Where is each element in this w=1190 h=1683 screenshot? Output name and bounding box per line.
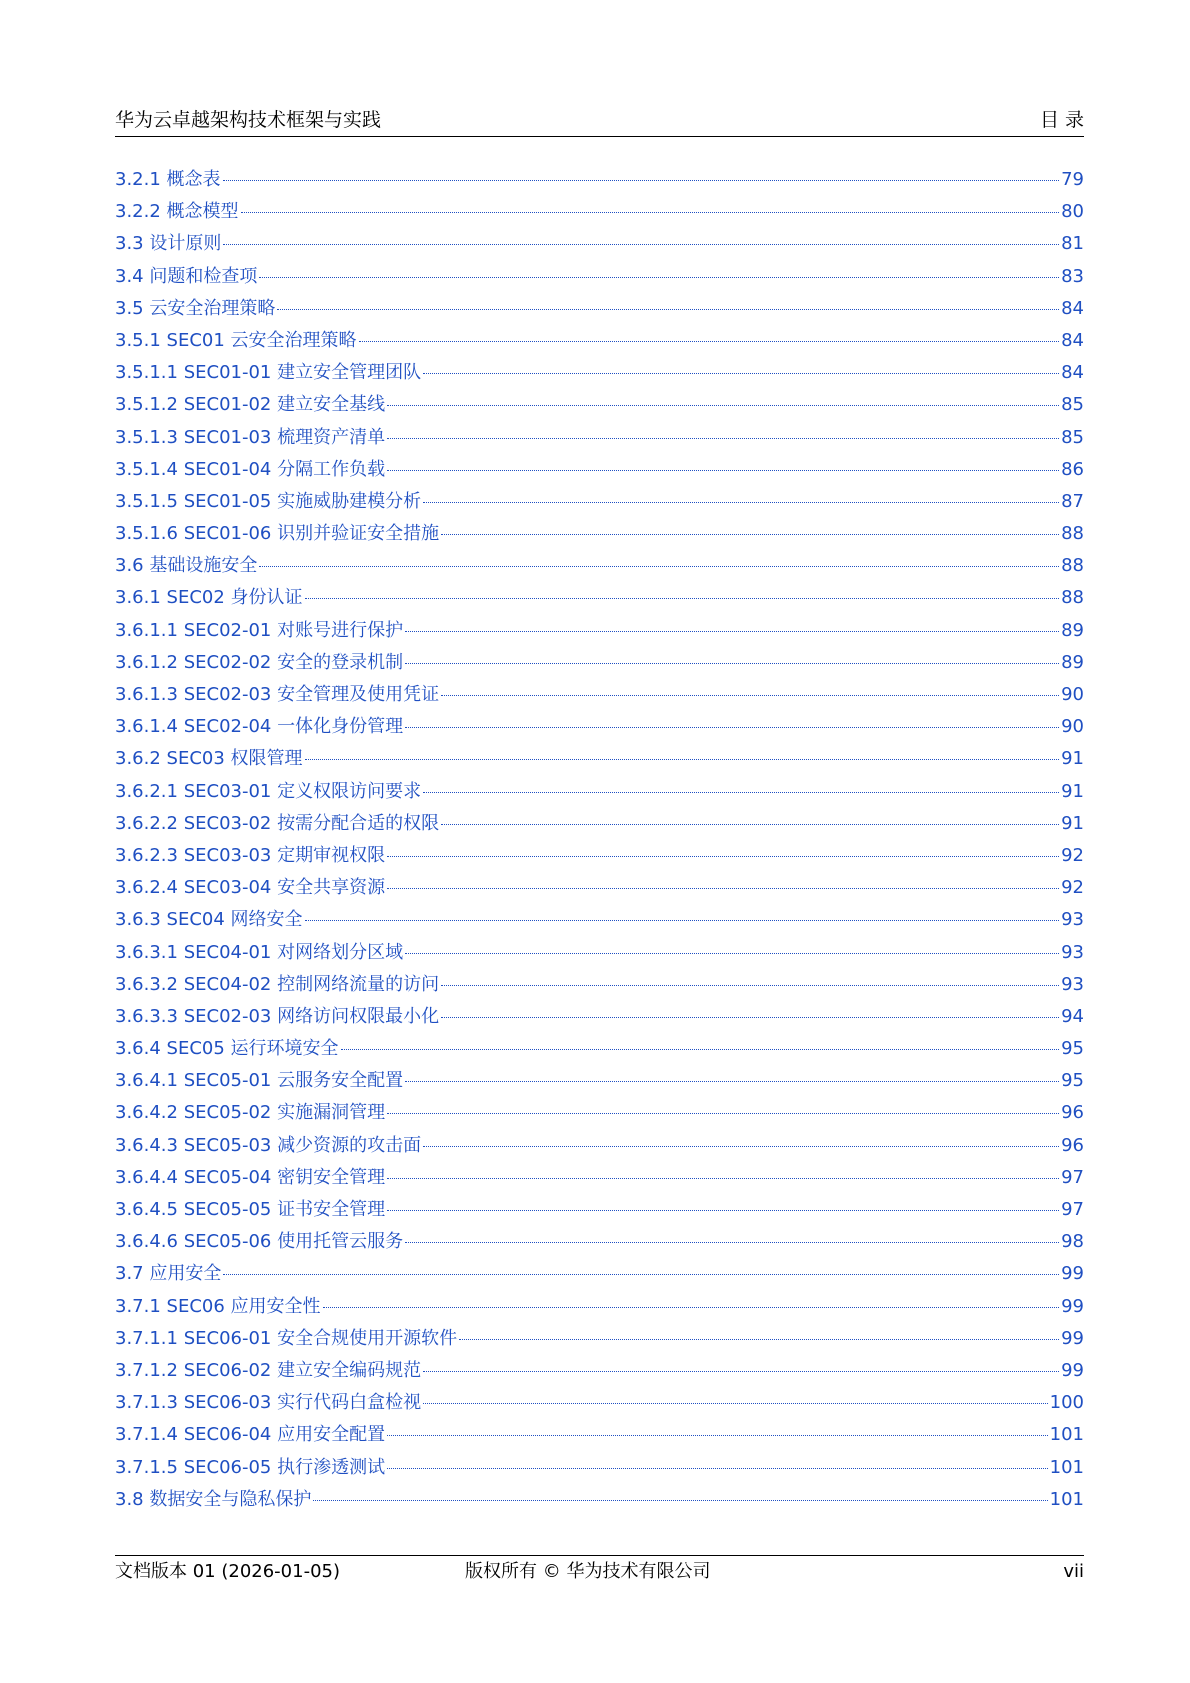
toc-entry-label: 3.7.1.4 SEC06-04 应用安全配置 bbox=[115, 1424, 386, 1446]
toc-entry-label: 3.5.1.1 SEC01-01 建立安全管理团队 bbox=[115, 362, 422, 384]
toc-entry-page: 87 bbox=[1061, 490, 1084, 512]
toc-entry[interactable] bbox=[115, 684, 1084, 716]
toc-entry[interactable] bbox=[115, 491, 1084, 523]
toc-entry-label: 3.6.1.2 SEC02-02 安全的登录机制 bbox=[115, 651, 404, 673]
toc-entry[interactable] bbox=[115, 1296, 1084, 1328]
toc-entry[interactable] bbox=[115, 1135, 1084, 1167]
toc-entry-page: 96 bbox=[1061, 1102, 1084, 1124]
toc-entry-page: 92 bbox=[1061, 844, 1084, 866]
toc-dot-leader bbox=[223, 244, 1059, 245]
toc-entry-page: 85 bbox=[1061, 394, 1084, 416]
toc-entry-label: 3.6.4.5 SEC05-05 证书安全管理 bbox=[115, 1199, 386, 1220]
toc-entry-page: 84 bbox=[1061, 329, 1084, 351]
toc-dot-leader bbox=[405, 953, 1059, 954]
toc-dot-leader bbox=[387, 1468, 1048, 1469]
toc-entry-label: 3.7.1.3 SEC06-03 实行代码白盒检视 bbox=[115, 1392, 422, 1414]
toc-entry-label: 3.7.1 SEC06 应用安全性 bbox=[115, 1295, 321, 1317]
toc-entry-label: 3.4 问题和检查项 bbox=[115, 265, 258, 287]
toc-entry-label: 3.6.4.4 SEC05-04 密钥安全管理 bbox=[115, 1166, 386, 1188]
toc-entry-page: 99 bbox=[1061, 1359, 1084, 1381]
toc-entry-label: 3.5.1.6 SEC01-06 识别并验证安全措施 bbox=[115, 523, 440, 545]
toc-dot-leader bbox=[441, 824, 1059, 825]
toc-entry-label: 3.7.1.5 SEC06-05 执行渗透测试 bbox=[115, 1456, 386, 1478]
toc-dot-leader bbox=[387, 1178, 1059, 1179]
toc-entry-label: 3.6.3.3 SEC02-03 网络访问权限最小化 bbox=[115, 1005, 440, 1027]
toc-entry-page: 98 bbox=[1061, 1231, 1084, 1253]
toc-dot-leader bbox=[405, 1242, 1059, 1243]
toc-entry-label: 3.6.3.1 SEC04-01 对网络划分区域 bbox=[115, 941, 404, 963]
page-header bbox=[115, 108, 1084, 137]
toc-entry-page: 88 bbox=[1061, 555, 1084, 577]
toc-dot-leader bbox=[305, 598, 1060, 599]
toc-dot-leader bbox=[441, 1017, 1059, 1018]
toc-entry-label: 3.6.4.1 SEC05-01 云服务安全配置 bbox=[115, 1070, 404, 1092]
toc-dot-leader bbox=[459, 1339, 1059, 1340]
toc-dot-leader bbox=[441, 534, 1059, 535]
toc-entry[interactable] bbox=[115, 716, 1084, 748]
toc-entry[interactable] bbox=[115, 781, 1084, 813]
toc-dot-leader bbox=[387, 470, 1059, 471]
toc-entry-page: 84 bbox=[1061, 362, 1084, 384]
toc-entry-label: 3.6.1.3 SEC02-03 安全管理及使用凭证 bbox=[115, 684, 440, 705]
toc-dot-leader bbox=[259, 566, 1059, 567]
toc-entry-label: 3.6.4.3 SEC05-03 减少资源的攻击面 bbox=[115, 1134, 422, 1156]
toc-entry-label: 3.5.1.3 SEC01-03 梳理资产清单 bbox=[115, 426, 386, 448]
toc-entry[interactable] bbox=[115, 974, 1084, 1006]
toc-entry[interactable] bbox=[115, 298, 1084, 330]
toc-entry-page: 95 bbox=[1061, 1038, 1084, 1060]
toc-dot-leader bbox=[387, 1113, 1059, 1114]
toc-entry-page: 101 bbox=[1049, 1488, 1084, 1510]
toc-entry-label: 3.3 设计原则 bbox=[115, 233, 222, 255]
toc-dot-leader bbox=[387, 1435, 1048, 1436]
toc-entry[interactable] bbox=[115, 942, 1084, 974]
table-of-contents bbox=[115, 169, 1084, 1521]
toc-entry[interactable] bbox=[115, 1231, 1084, 1263]
toc-dot-leader bbox=[441, 695, 1059, 696]
toc-entry-label: 3.6.2.3 SEC03-03 定期审视权限 bbox=[115, 844, 386, 866]
toc-dot-leader bbox=[405, 1081, 1059, 1082]
toc-entry-page: 93 bbox=[1061, 973, 1084, 995]
toc-entry[interactable] bbox=[115, 1006, 1084, 1038]
toc-dot-leader bbox=[441, 985, 1059, 986]
toc-entry[interactable] bbox=[115, 845, 1084, 877]
toc-entry[interactable] bbox=[115, 523, 1084, 555]
toc-dot-leader bbox=[405, 663, 1059, 664]
toc-entry-page: 97 bbox=[1061, 1199, 1084, 1220]
toc-dot-leader bbox=[313, 1500, 1047, 1501]
toc-dot-leader bbox=[405, 727, 1059, 728]
toc-entry[interactable] bbox=[115, 427, 1084, 459]
toc-entry-page: 101 bbox=[1049, 1424, 1084, 1446]
document-version: 文档版本 01 (2026-01-05) bbox=[115, 1561, 340, 1582]
toc-entry[interactable] bbox=[115, 1424, 1084, 1456]
toc-dot-leader bbox=[423, 502, 1059, 503]
toc-entry[interactable] bbox=[115, 1263, 1084, 1295]
toc-entry[interactable] bbox=[115, 620, 1084, 652]
toc-entry-page: 97 bbox=[1061, 1166, 1084, 1188]
toc-dot-leader bbox=[323, 1307, 1060, 1308]
toc-entry-label: 3.6.2.4 SEC03-04 安全共享资源 bbox=[115, 877, 386, 899]
toc-dot-leader bbox=[387, 1210, 1059, 1211]
toc-entry-page: 84 bbox=[1061, 297, 1084, 319]
toc-entry[interactable] bbox=[115, 652, 1084, 684]
toc-dot-leader bbox=[341, 1049, 1060, 1050]
toc-entry[interactable] bbox=[115, 1199, 1084, 1231]
toc-entry[interactable] bbox=[115, 909, 1084, 941]
toc-entry[interactable] bbox=[115, 1457, 1084, 1489]
toc-entry[interactable] bbox=[115, 877, 1084, 909]
toc-entry-label: 3.7 应用安全 bbox=[115, 1263, 222, 1285]
toc-dot-leader bbox=[423, 1146, 1059, 1147]
toc-entry-label: 3.6.4.2 SEC05-02 实施漏洞管理 bbox=[115, 1102, 386, 1124]
toc-entry-page: 88 bbox=[1061, 523, 1084, 545]
toc-entry-page: 88 bbox=[1061, 587, 1084, 609]
toc-entry[interactable] bbox=[115, 813, 1084, 845]
toc-dot-leader bbox=[423, 1371, 1059, 1372]
toc-entry-page: 95 bbox=[1061, 1070, 1084, 1092]
toc-entry-label: 3.5.1.2 SEC01-02 建立安全基线 bbox=[115, 394, 386, 416]
toc-entry-label: 3.6.3.2 SEC04-02 控制网络流量的访问 bbox=[115, 973, 440, 995]
toc-dot-leader bbox=[223, 180, 1060, 181]
toc-entry-page: 89 bbox=[1061, 619, 1084, 641]
toc-entry-page: 96 bbox=[1061, 1134, 1084, 1156]
toc-dot-leader bbox=[259, 277, 1059, 278]
toc-entry-page: 91 bbox=[1061, 748, 1084, 770]
toc-entry[interactable] bbox=[115, 233, 1084, 265]
toc-entry-page: 85 bbox=[1061, 426, 1084, 448]
toc-entry[interactable] bbox=[115, 362, 1084, 394]
toc-entry-label: 3.6.2.1 SEC03-01 定义权限访问要求 bbox=[115, 780, 422, 802]
toc-entry-page: 90 bbox=[1061, 684, 1084, 705]
toc-entry-page: 94 bbox=[1061, 1005, 1084, 1027]
toc-dot-leader bbox=[405, 631, 1059, 632]
toc-entry-page: 90 bbox=[1061, 716, 1084, 738]
toc-entry-page: 79 bbox=[1061, 169, 1084, 190]
toc-entry-page: 100 bbox=[1049, 1392, 1084, 1414]
toc-entry-label: 3.6.4 SEC05 运行环境安全 bbox=[115, 1038, 339, 1060]
toc-entry[interactable] bbox=[115, 330, 1084, 362]
toc-entry[interactable] bbox=[115, 555, 1084, 587]
toc-entry-page: 99 bbox=[1061, 1263, 1084, 1285]
toc-entry-page: 81 bbox=[1061, 233, 1084, 255]
toc-entry-label: 3.7.1.1 SEC06-01 安全合规使用开源软件 bbox=[115, 1327, 458, 1349]
toc-entry-page: 93 bbox=[1061, 941, 1084, 963]
toc-dot-leader bbox=[305, 920, 1060, 921]
toc-dot-leader bbox=[387, 438, 1059, 439]
page-number: vii bbox=[1063, 1561, 1084, 1582]
toc-entry[interactable] bbox=[115, 748, 1084, 780]
toc-entry-page: 91 bbox=[1061, 812, 1084, 834]
toc-entry-label: 3.8 数据安全与隐私保护 bbox=[115, 1488, 312, 1510]
toc-entry-label: 3.6.4.6 SEC05-06 使用托管云服务 bbox=[115, 1231, 404, 1253]
toc-entry[interactable] bbox=[115, 587, 1084, 619]
toc-entry-label: 3.6.2 SEC03 权限管理 bbox=[115, 748, 303, 770]
toc-entry[interactable] bbox=[115, 1102, 1084, 1134]
toc-dot-leader bbox=[423, 1403, 1048, 1404]
toc-entry-page: 89 bbox=[1061, 651, 1084, 673]
toc-dot-leader bbox=[359, 341, 1060, 342]
toc-entry-label: 3.5 云安全治理策略 bbox=[115, 297, 276, 319]
toc-entry[interactable] bbox=[115, 1038, 1084, 1070]
toc-entry-label: 3.6.1 SEC02 身份认证 bbox=[115, 587, 303, 609]
toc-entry-page: 101 bbox=[1049, 1456, 1084, 1478]
toc-entry-page: 80 bbox=[1061, 201, 1084, 223]
toc-entry-page: 91 bbox=[1061, 780, 1084, 802]
toc-entry[interactable] bbox=[115, 1392, 1084, 1424]
toc-entry[interactable] bbox=[115, 1070, 1084, 1102]
toc-entry-label: 3.5.1.4 SEC01-04 分隔工作负载 bbox=[115, 458, 386, 480]
toc-dot-leader bbox=[223, 1274, 1059, 1275]
toc-entry-label: 3.6.1.4 SEC02-04 一体化身份管理 bbox=[115, 716, 404, 738]
toc-entry[interactable] bbox=[115, 169, 1084, 201]
toc-entry-page: 83 bbox=[1061, 265, 1084, 287]
toc-entry-label: 3.2.1 概念表 bbox=[115, 169, 221, 190]
page-footer bbox=[115, 1555, 1084, 1586]
copyright-notice: 版权所有 © 华为技术有限公司 bbox=[465, 1561, 711, 1582]
toc-entry-page: 99 bbox=[1061, 1327, 1084, 1349]
toc-entry-label: 3.6.2.2 SEC03-02 按需分配合适的权限 bbox=[115, 812, 440, 834]
toc-entry[interactable] bbox=[115, 1360, 1084, 1392]
toc-dot-leader bbox=[241, 212, 1060, 213]
toc-entry[interactable] bbox=[115, 201, 1084, 233]
toc-entry[interactable] bbox=[115, 1167, 1084, 1199]
toc-entry-label: 3.6.3 SEC04 网络安全 bbox=[115, 909, 303, 931]
toc-entry-page: 93 bbox=[1061, 909, 1084, 931]
toc-entry-label: 3.6.1.1 SEC02-01 对账号进行保护 bbox=[115, 619, 404, 641]
toc-entry[interactable] bbox=[115, 394, 1084, 426]
toc-entry[interactable] bbox=[115, 459, 1084, 491]
toc-dot-leader bbox=[277, 309, 1059, 310]
document-title: 华为云卓越架构技术框架与实践 bbox=[115, 109, 382, 131]
toc-entry-label: 3.5.1 SEC01 云安全治理策略 bbox=[115, 329, 357, 351]
toc-entry[interactable] bbox=[115, 266, 1084, 298]
toc-entry-page: 86 bbox=[1061, 458, 1084, 480]
toc-entry-page: 92 bbox=[1061, 877, 1084, 899]
toc-dot-leader bbox=[387, 888, 1059, 889]
toc-dot-leader bbox=[423, 373, 1059, 374]
toc-entry[interactable] bbox=[115, 1489, 1084, 1521]
toc-dot-leader bbox=[305, 759, 1060, 760]
toc-dot-leader bbox=[387, 405, 1059, 406]
toc-entry-label: 3.5.1.5 SEC01-05 实施威胁建模分析 bbox=[115, 490, 422, 512]
toc-entry-label: 3.2.2 概念模型 bbox=[115, 201, 239, 223]
toc-dot-leader bbox=[387, 856, 1059, 857]
toc-entry-page: 99 bbox=[1061, 1295, 1084, 1317]
toc-entry-label: 3.7.1.2 SEC06-02 建立安全编码规范 bbox=[115, 1359, 422, 1381]
toc-entry-label: 3.6 基础设施安全 bbox=[115, 555, 258, 577]
toc-entry[interactable] bbox=[115, 1328, 1084, 1360]
toc-dot-leader bbox=[423, 792, 1059, 793]
section-title: 目 录 bbox=[1039, 109, 1084, 131]
